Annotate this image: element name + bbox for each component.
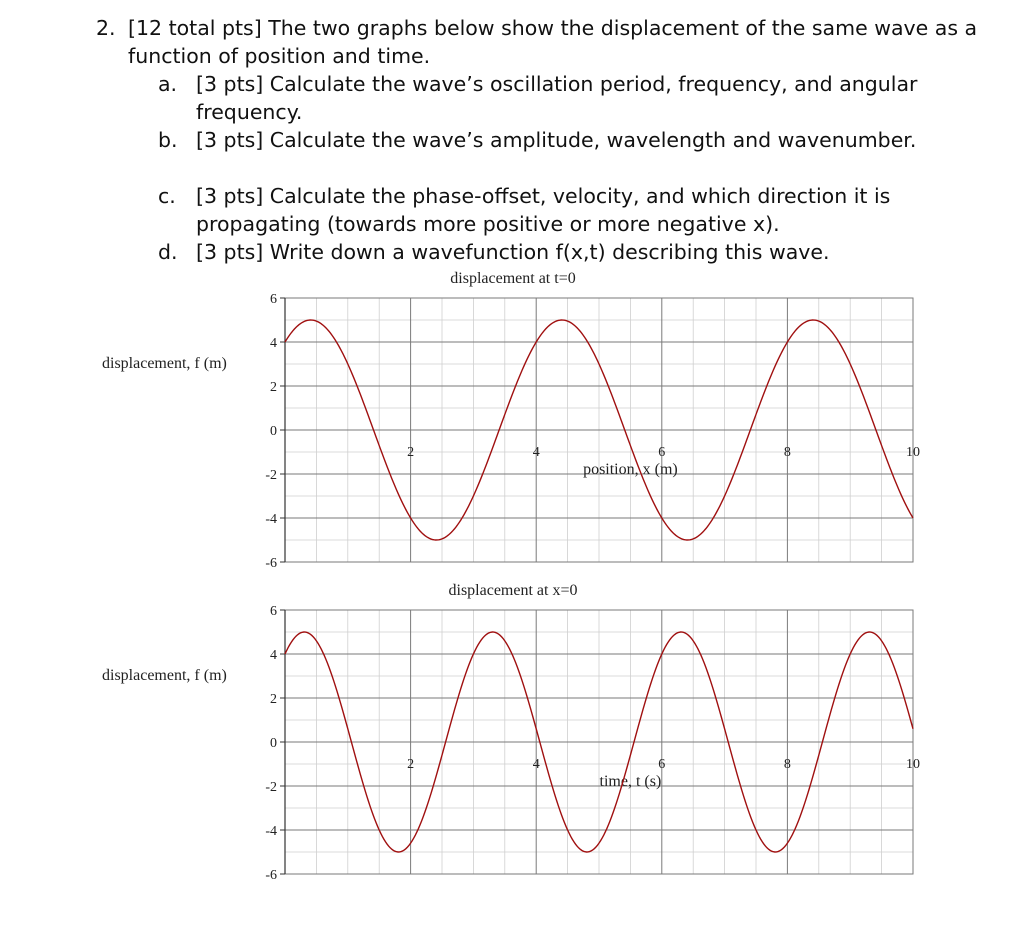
x-tick-label: 2 xyxy=(407,757,415,772)
y-tick-label: 6 xyxy=(270,292,277,307)
y-tick-label: 2 xyxy=(270,692,277,707)
x-tick-label: 8 xyxy=(783,445,791,460)
y-tick-label: 6 xyxy=(270,604,277,619)
y-tick-label: -4 xyxy=(265,824,277,839)
part-c-label: c. xyxy=(158,184,176,208)
part-a-label: a. xyxy=(158,72,178,96)
x-axis-label: position, x (m) xyxy=(583,461,678,478)
x-tick-label: 6 xyxy=(658,757,666,772)
x-tick-label: 4 xyxy=(532,445,540,460)
y-tick-label: 0 xyxy=(270,736,277,751)
x-tick-label: 4 xyxy=(532,757,540,772)
x-tick-label: 2 xyxy=(407,445,415,460)
y-tick-label: 0 xyxy=(270,424,277,439)
chart-title: displacement at x=0 xyxy=(448,582,578,599)
y-axis-label: displacement, f (m) xyxy=(102,667,227,684)
chart-1 xyxy=(102,270,920,571)
part-b-text: [3 pts] Calculate the wave’s amplitude, wavelength and wavenumber. xyxy=(196,128,917,152)
y-tick-label: -4 xyxy=(265,512,277,527)
part-c-text: [3 pts] Calculate the phase-offset, velocity, and which direction it is propagating (towards more positive or more negative x). xyxy=(196,184,891,236)
y-tick-label: -6 xyxy=(265,868,277,883)
x-tick-label: 8 xyxy=(783,757,791,772)
x-axis-label: time, t (s) xyxy=(599,773,662,790)
question-number: 2. xyxy=(96,16,116,40)
x-tick-label: 6 xyxy=(658,445,666,460)
part-b-label: b. xyxy=(158,128,178,152)
y-tick-label: 4 xyxy=(270,336,277,351)
y-tick-label: -6 xyxy=(265,556,277,571)
y-tick-label: 2 xyxy=(270,380,277,395)
question-text: [12 total pts] The two graphs below show the displacement of the same wave as a function of position and time. xyxy=(128,16,978,68)
y-tick-label: -2 xyxy=(265,780,277,795)
chart-2 xyxy=(102,582,920,883)
x-tick-label: 10 xyxy=(906,757,920,772)
y-tick-label: -2 xyxy=(265,468,277,483)
part-d-text: [3 pts] Write down a wavefunction f(x,t) describing this wave. xyxy=(196,240,830,264)
part-a-text: [3 pts] Calculate the wave’s oscillation period, frequency, and angular frequency. xyxy=(196,72,918,124)
chart-title: displacement at t=0 xyxy=(450,270,576,287)
y-tick-label: 4 xyxy=(270,648,277,663)
y-axis-label: displacement, f (m) xyxy=(102,355,227,372)
part-d-label: d. xyxy=(158,240,178,264)
x-tick-label: 10 xyxy=(906,445,920,460)
